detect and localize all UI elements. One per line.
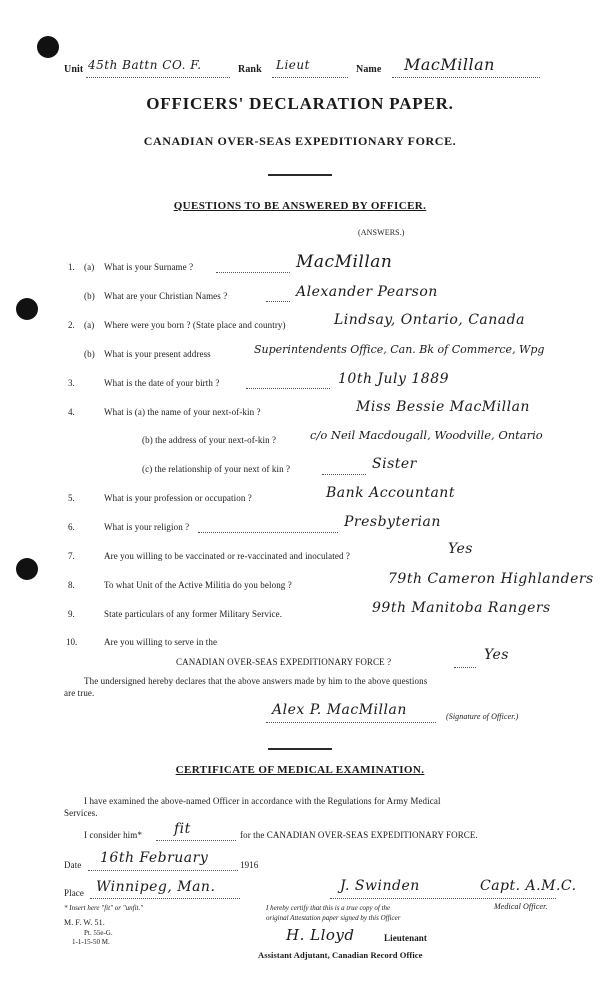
question-number: 9.	[68, 609, 75, 619]
declaration-text-continued: are true.	[64, 688, 95, 698]
question-text: What is your religion ?	[104, 522, 190, 532]
form-code: M. F. W. 51.	[64, 918, 105, 927]
certify-signature: H. Lloyd	[286, 926, 355, 944]
answer-christian-names: Alexander Pearson	[296, 284, 438, 300]
question-text: (c) the relationship of your next of kin ?	[142, 464, 291, 474]
answers-label: (ANSWERS.)	[358, 228, 405, 237]
questions-heading: QUESTIONS TO BE ANSWERED BY OFFICER.	[173, 200, 427, 212]
question-number: 8.	[68, 580, 75, 590]
question-text: What is your present address	[104, 349, 211, 359]
form-sub-code: Pt. 55e-G.	[84, 929, 113, 937]
question-text: State particulars of any former Military Service.	[104, 609, 283, 619]
punch-hole	[16, 298, 38, 320]
form-print-code: 1-1-15-50 M.	[72, 938, 110, 946]
answer-next-of-kin-address: c/o Neil Macdougall, Woodville, Ontario	[310, 428, 543, 442]
question-number: 2.	[68, 320, 75, 330]
answer-active-militia: 79th Cameron Highlanders	[388, 571, 594, 587]
answer-birth-date: 10th July 1889	[338, 371, 450, 387]
answer-birthplace: Lindsay, Ontario, Canada	[334, 312, 525, 328]
medical-officer-rank: Capt. A.M.C.	[480, 878, 577, 894]
rank-label: Rank	[238, 64, 262, 75]
answer-address: Superintendents Office, Can. Bk of Commerce, Wpg	[254, 343, 545, 356]
answer-religion: Presbyterian	[344, 514, 441, 530]
question-text: Where were you born ? (State place and country)	[104, 320, 286, 330]
question-sub: (a)	[84, 320, 95, 330]
question-text: What are your Christian Names ?	[104, 291, 228, 301]
page-subtitle: CANADIAN OVER-SEAS EXPEDITIONARY FORCE.	[143, 134, 457, 148]
date-value: 16th February	[100, 850, 209, 866]
answer-vaccination: Yes	[448, 541, 473, 557]
place-label: Place	[64, 888, 84, 898]
name-label: Name	[356, 64, 382, 75]
question-number: 7.	[68, 551, 75, 561]
answer-occupation: Bank Accountant	[326, 485, 455, 501]
punch-hole	[16, 558, 38, 580]
question-number: 1.	[68, 262, 75, 272]
date-year: 1916	[240, 860, 259, 870]
question-sub: (b)	[84, 291, 95, 301]
declaration-text: The undersigned hereby declares that the above answers made by him to the above questions	[84, 676, 428, 686]
question-text: What is the date of your birth ?	[104, 378, 220, 388]
medical-officer-signature: J. Swinden	[340, 878, 420, 894]
medical-text: I have examined the above-named Officer in accordance with the Regulations for Army Medical	[84, 796, 441, 806]
question-number: 10.	[66, 637, 78, 647]
answer-relationship: Sister	[372, 456, 417, 472]
question-text: To what Unit of the Active Militia do you belong ?	[104, 580, 292, 590]
name-value: MacMillan	[404, 55, 495, 74]
question-text: What is your Surname ?	[104, 262, 194, 272]
question-number: 6.	[68, 522, 75, 532]
question-sub: (a)	[84, 262, 95, 272]
medical-heading: CERTIFICATE OF MEDICAL EXAMINATION.	[175, 764, 425, 776]
certify-rank: Lieutenant	[384, 933, 428, 943]
consider-label: I consider him*	[84, 830, 142, 840]
question-text-continued: CANADIAN OVER-SEAS EXPEDITIONARY FORCE ?	[176, 657, 392, 667]
question-text: (b) the address of your next-of-kin ?	[142, 435, 277, 445]
page-title: OFFICERS' DECLARATION PAPER.	[146, 94, 454, 113]
answer-surname: MacMillan	[296, 252, 393, 272]
certify-text: I hereby certify that this is a true copy of the	[266, 904, 391, 912]
rank-value: Lieut	[276, 58, 310, 72]
question-text: What is (a) the name of your next-of-kin ?	[104, 407, 261, 417]
question-number: 3.	[68, 378, 75, 388]
question-number: 5.	[68, 493, 75, 503]
officer-signature: Alex P. MacMillan	[272, 702, 407, 718]
insert-note: * Insert here "fit" or "unfit."	[64, 904, 144, 912]
medical-text-continued: Services.	[64, 808, 98, 818]
answer-next-of-kin: Miss Bessie MacMillan	[356, 399, 530, 415]
question-text: What is your profession or occupation ?	[104, 493, 252, 503]
place-value: Winnipeg, Man.	[96, 879, 216, 895]
certify-text-continued: original Attestation paper signed by this Officer	[266, 914, 401, 922]
question-text: Are you willing to serve in the	[104, 637, 218, 647]
question-number: 4.	[68, 407, 75, 417]
answer-former-service: 99th Manitoba Rangers	[372, 600, 551, 616]
fitness-value: fit	[174, 821, 191, 837]
punch-hole	[37, 36, 59, 58]
answer-willing-to-serve: Yes	[484, 647, 509, 663]
medical-officer-label: Medical Officer.	[494, 902, 548, 911]
unit-value: 45th Battn CO. F.	[88, 58, 202, 72]
certify-footer: Assistant Adjutant, Canadian Record Office	[258, 950, 423, 960]
question-text: Are you willing to be vaccinated or re-vaccinated and inoculated ?	[104, 551, 350, 561]
unit-label: Unit	[64, 64, 84, 75]
date-label: Date	[64, 860, 82, 870]
consider-suffix: for the CANADIAN OVER-SEAS EXPEDITIONARY FORCE.	[240, 830, 478, 840]
question-sub: (b)	[84, 349, 95, 359]
signature-caption: (Signature of Officer.)	[446, 712, 519, 721]
